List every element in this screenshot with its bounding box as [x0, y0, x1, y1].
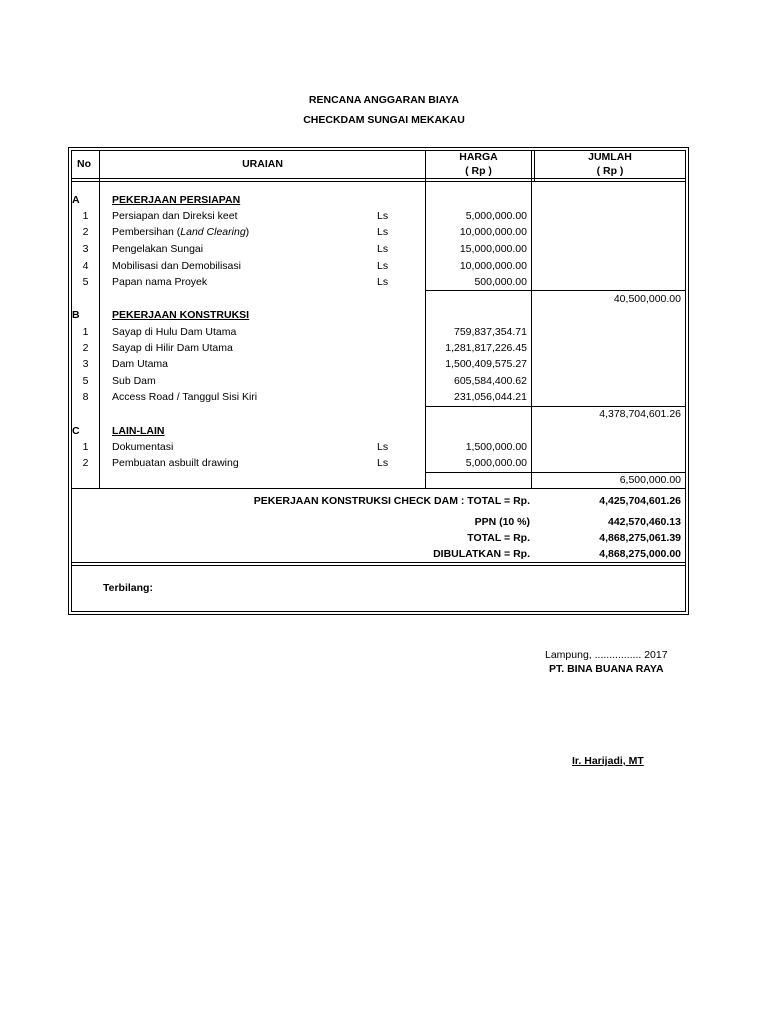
header-no: No [77, 158, 91, 170]
table-border-right-inner [685, 150, 686, 612]
row-unit: Ls [377, 441, 389, 453]
row-description: Dam Utama [112, 358, 169, 370]
section-letter: A [72, 194, 80, 206]
row-no: 2 [82, 457, 89, 469]
row-unit: Ls [377, 457, 389, 469]
header-uraian: URAIAN [242, 158, 283, 170]
row-harga: 1,500,409,575.27 [445, 358, 527, 370]
table-border-left [68, 147, 69, 615]
row-no: 3 [82, 358, 89, 370]
row-no: 1 [82, 326, 89, 338]
row-description: Pembersihan (Land Clearing) [112, 226, 250, 238]
place-date: Lampung, ................ 2017 [545, 649, 668, 661]
rounded-value: 4,868,275,000.00 [599, 548, 681, 560]
col-sep-jumlah [531, 150, 532, 489]
row-unit: Ls [377, 260, 389, 272]
row-harga: 231,056,044.21 [454, 391, 527, 403]
row-description: Dokumentasi [112, 441, 174, 453]
total-value: 4,425,704,601.26 [599, 495, 681, 507]
row-description: Pembuatan asbuilt drawing [112, 457, 239, 469]
row-unit: Ls [377, 210, 389, 222]
document-subtitle: CHECKDAM SUNGAI MEKAKAU [303, 114, 465, 126]
row-no: 4 [82, 260, 89, 272]
row-description: Mobilisasi dan Demobilisasi [112, 260, 241, 272]
rounded-label: DIBULATKAN = Rp. [433, 548, 530, 560]
table-border-top [68, 147, 689, 148]
header-divider-2 [71, 181, 686, 182]
row-unit: Ls [377, 276, 389, 288]
row-harga: 759,837,354.71 [454, 326, 527, 338]
row-harga: 10,000,000.00 [459, 226, 527, 238]
row-harga: 1,281,817,226.45 [445, 342, 527, 354]
section-subtotal: 6,500,000.00 [619, 474, 681, 486]
ppn-label: PPN (10 %) [474, 516, 530, 528]
row-no: 3 [82, 243, 89, 255]
row-no: 5 [82, 276, 89, 288]
row-harga: 5,000,000.00 [465, 210, 527, 222]
terbilang-divider-2 [71, 565, 686, 566]
header-divider [71, 178, 686, 179]
section-subtotal: 40,500,000.00 [613, 293, 681, 305]
header-jumlah: JUMLAH [588, 151, 632, 163]
header-jumlah-unit: ( Rp ) [596, 165, 624, 177]
terbilang-label: Terbilang: [103, 582, 153, 594]
row-harga: 1,500,000.00 [465, 441, 527, 453]
row-harga: 500,000.00 [474, 276, 527, 288]
row-description: Access Road / Tanggul Sisi Kiri [112, 391, 258, 403]
row-description: Persiapan dan Direksi keet [112, 210, 238, 222]
terbilang-divider [71, 562, 686, 563]
row-no: 1 [82, 441, 89, 453]
row-no: 2 [82, 226, 89, 238]
row-no: 5 [82, 375, 89, 387]
grand-total-value: 4,868,275,061.39 [599, 532, 681, 544]
row-no: 1 [82, 210, 89, 222]
section-letter: C [72, 425, 80, 437]
row-unit: Ls [377, 226, 389, 238]
document-title: RENCANA ANGGARAN BIAYA [308, 94, 460, 106]
row-unit: Ls [377, 243, 389, 255]
row-harga: 15,000,000.00 [459, 243, 527, 255]
row-description: Sub Dam [112, 375, 156, 387]
section-subtotal: 4,378,704,601.26 [599, 408, 681, 420]
ppn-value: 442,570,460.13 [608, 516, 681, 528]
row-description: Sayap di Hulu Dam Utama [112, 326, 237, 338]
row-description: Sayap di Hilir Dam Utama [112, 342, 233, 354]
row-harga: 5,000,000.00 [465, 457, 527, 469]
section-title: PEKERJAAN KONSTRUKSI [112, 309, 250, 321]
row-harga: 605,584,400.62 [454, 375, 527, 387]
table-border-bottom-inner [71, 611, 686, 612]
section-letter: B [72, 309, 80, 321]
total-label: PEKERJAAN KONSTRUKSI CHECK DAM : TOTAL = Rp. [253, 495, 530, 507]
table-border-right [688, 147, 689, 615]
row-description: Papan nama Proyek [112, 276, 208, 288]
col-sep-no [99, 150, 100, 489]
col-sep-harga [425, 150, 426, 489]
table-border-bottom [68, 614, 689, 615]
subtotal-line-c [425, 472, 686, 473]
row-harga: 10,000,000.00 [459, 260, 527, 272]
company-name: PT. BINA BUANA RAYA [549, 663, 664, 675]
grand-total-label: TOTAL = Rp. [467, 532, 530, 544]
subtotal-line-a [425, 290, 686, 291]
header-harga-unit: ( Rp ) [465, 165, 492, 177]
row-description: Pengelakan Sungai [112, 243, 204, 255]
section-title: LAIN-LAIN [112, 425, 165, 437]
totals-divider [71, 488, 686, 489]
signatory-name: Ir. Harijadi, MT [572, 755, 644, 767]
section-title: PEKERJAAN PERSIAPAN [112, 194, 241, 206]
header-harga: HARGA [459, 151, 498, 163]
row-no: 2 [82, 342, 89, 354]
row-no: 8 [82, 391, 89, 403]
subtotal-line-b [425, 406, 686, 407]
